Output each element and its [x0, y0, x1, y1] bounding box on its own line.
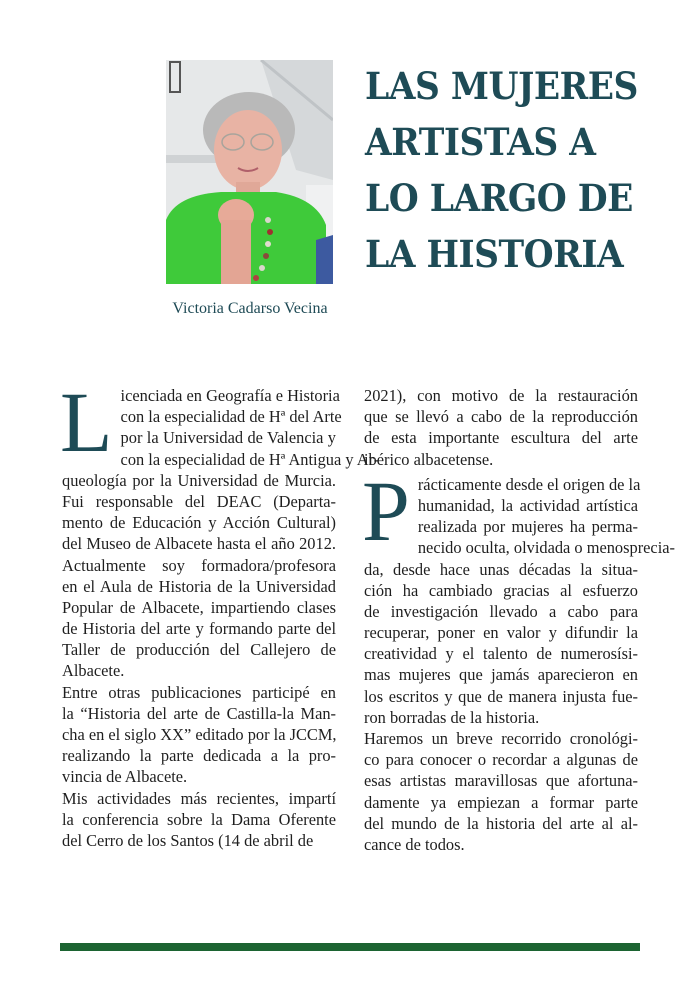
- text-line: la “Historia del arte de Castilla-la Man-: [62, 703, 336, 723]
- text-line: Albacete.: [62, 661, 125, 681]
- text-line: 2021), con motivo de la restauración: [364, 386, 638, 405]
- title-line: LAS MUJERES: [365, 64, 638, 108]
- text-line: ron borradas de la historia.: [364, 707, 540, 727]
- author-portrait-image: [166, 60, 333, 284]
- text-line: por la Universidad de Valencia y: [120, 428, 336, 448]
- text-line: Actualmente soy formadora/profesora: [62, 555, 336, 575]
- footer-green-rule: [60, 943, 640, 951]
- text-line: Haremos un breve recorrido cronológi-: [364, 729, 638, 748]
- right-column-intro-text: [364, 385, 638, 470]
- article-title: [365, 58, 644, 282]
- text-line: de Historia del arte y formando parte del: [62, 619, 336, 639]
- text-line: realizando la parte dedicada a la pro-: [62, 746, 336, 766]
- text-line: creatividad y el talento de numerosísi-: [364, 644, 638, 664]
- title-line: LO LARGO DE: [365, 176, 633, 220]
- text-line: esas artistas maravillosas que afortuna-: [364, 771, 638, 791]
- text-line: ción ha cambiado gracias al esfuerzo: [364, 580, 638, 600]
- author-name-caption: Victoria Cadarso Vecina: [172, 300, 328, 317]
- text-line: necido oculta, olvidada o menosprecia-: [417, 538, 675, 558]
- text-line: damente ya empiezan a formar parte: [364, 792, 638, 812]
- title-line: ARTISTAS A: [365, 120, 596, 164]
- text-line: Entre otras publicaciones participé en: [62, 682, 336, 702]
- text-line: vincia de Albacete.: [62, 767, 188, 787]
- text-line: cance de todos.: [364, 834, 465, 854]
- text-line: con la especialidad de Hª del Arte: [120, 407, 342, 427]
- dropcap-p: P: [362, 462, 410, 559]
- right-column: [362, 385, 675, 855]
- text-line: rácticamente desde el origen de la: [417, 474, 641, 494]
- text-line: da, desde hace unas décadas la situa-: [364, 559, 638, 579]
- text-line: queología por la Universidad de Murcia.: [62, 470, 336, 490]
- text-line: mento de Educación y Acción Cultural): [62, 513, 336, 533]
- text-line: en el Aula de Historia de la Universidad: [62, 576, 336, 596]
- text-line: Taller de producción del Callejero de: [62, 640, 336, 660]
- text-line: del Museo de Albacete hasta el año 2012.: [62, 534, 336, 554]
- text-line: Popular de Albacete, impartiendo clases: [62, 597, 336, 617]
- text-line: cha en el siglo XX” editado por la JCCM,: [62, 725, 337, 744]
- text-line: realizada por mujeres ha perma-: [417, 517, 638, 537]
- dropcap-l: L: [60, 374, 113, 470]
- text-line: co para conocer o recordar a algunas de: [364, 750, 638, 770]
- text-line: del Cerro de los Santos (14 de abril de: [62, 830, 314, 850]
- text-line: del mundo de la historia del arte al al-: [364, 813, 638, 833]
- text-line: los escritos y que de manera injusta fue-: [364, 686, 638, 706]
- text-line: icenciada en Geografía e Historia: [120, 386, 340, 405]
- text-line: con la especialidad de Hª Antigua y Ar-: [120, 449, 380, 469]
- left-column: [60, 374, 380, 851]
- author-photo: [166, 60, 333, 284]
- text-line: ibérico albacetense.: [364, 449, 494, 469]
- title-line: LA HISTORIA: [365, 232, 624, 276]
- text-line: Mis actividades más recientes, impartí: [62, 788, 336, 808]
- text-line: Fui responsable del DEAC (Departa-: [62, 491, 336, 511]
- text-line: que se llevó a cabo de la reproducción: [364, 407, 638, 427]
- text-line: recuperar, poner en valor y difundir la: [364, 623, 638, 643]
- text-line: humanidad, la actividad artística: [417, 495, 638, 515]
- text-line: de esta importante escultura del arte: [364, 428, 638, 448]
- text-line: de investigación llevado a cabo para: [364, 601, 638, 621]
- text-line: mas mujeres que jamás aparecieron en: [364, 665, 638, 685]
- text-line: la conferencia sobre la Dama Oferente: [62, 809, 336, 829]
